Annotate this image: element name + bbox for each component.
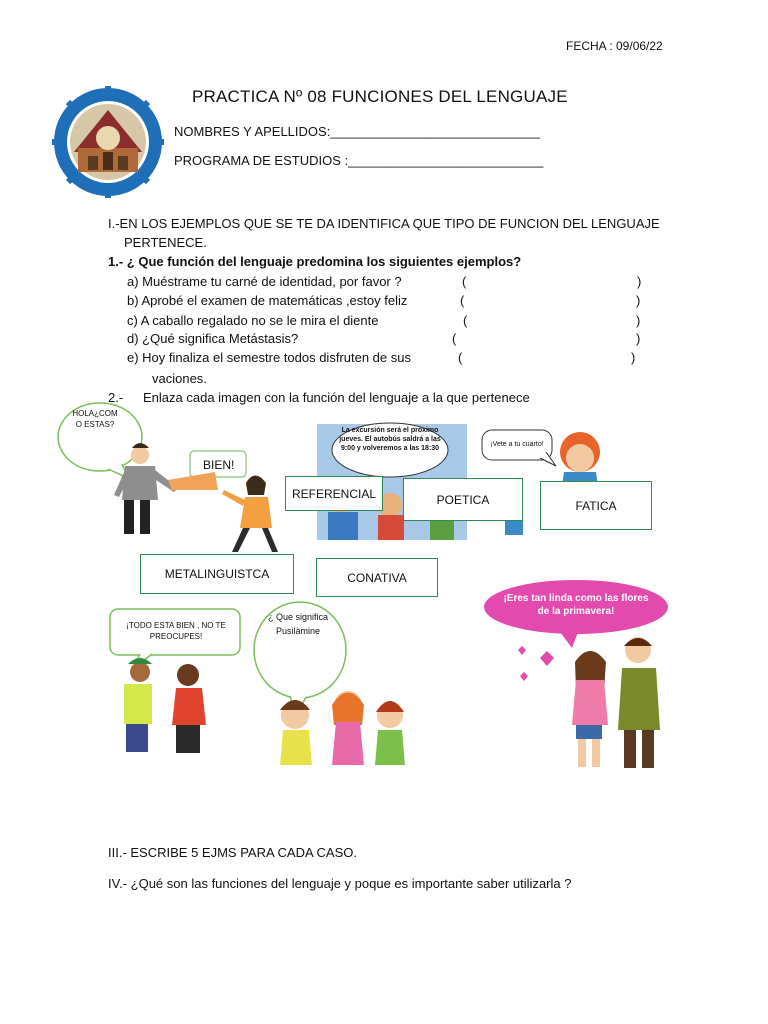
item-a: a) Muéstrame tu carné de identidad, por favor ? <box>127 274 402 289</box>
bus-sign-text: La excursión será el próximo jueves. El autobús saldrá a las 9:00 y volveremos a las 18:30 <box>339 427 441 452</box>
item-c: c) A caballo regalado no se le mira el diente <box>127 313 379 328</box>
item-e-open: ( <box>458 350 463 365</box>
item-c-open: ( <box>463 313 468 328</box>
item-e: e) Hoy finaliza el semestre todos disfruten de sus <box>127 350 411 365</box>
bien-bubble-text: BIEN! <box>203 458 235 472</box>
item-d: d) ¿Qué significa Metástasis? <box>127 331 299 346</box>
two-people-talking-image <box>124 658 206 753</box>
section-4: IV.- ¿Qué son las funciones del lenguaje y poque es importante saber utilizarla ? <box>108 876 572 891</box>
date-label: FECHA : 09/06/22 <box>566 39 663 53</box>
label-conativa: CONATIVA <box>316 558 438 597</box>
label-metalinguistca: METALINGUISTCA <box>140 554 294 594</box>
section-3: III.- ESCRIBE 5 EJMS PARA CADA CASO. <box>108 845 357 860</box>
label-referencial: REFERENCIAL <box>285 476 383 511</box>
que-significa-bubble-text: ¿ Que significa Pusilàmine <box>267 612 329 636</box>
item-d-open: ( <box>452 331 457 346</box>
woman-figure-icon <box>222 476 278 553</box>
label-fatica: FATICA <box>540 481 652 530</box>
section1-heading-cont: PERTENECE. <box>124 235 207 250</box>
item-d-close: ) <box>636 331 641 346</box>
todo-bien-bubble-text: ¡TODO ESTA BIEN , NO TE PREOCUPES! <box>126 621 226 641</box>
page-title: PRACTICA Nº 08 FUNCIONES DEL LENGUAJE <box>192 87 568 106</box>
item-e-close: ) <box>631 350 636 365</box>
question-2-num: 2.- <box>108 390 124 405</box>
label-poetica: POETICA <box>403 478 523 521</box>
question-2: Enlaza cada imagen con la función del lenguaje a la que pertenece <box>143 390 530 405</box>
question-1: 1.- ¿ Que función del lenguaje predomina los siguientes ejemplos? <box>108 254 522 269</box>
item-a-close: ) <box>637 274 642 289</box>
vete-bubble-text: ¡Vete a tu cuarto! <box>490 441 544 448</box>
item-c-close: ) <box>636 313 641 328</box>
hola-bubble-text: HOLA¿COM O ESTAS? <box>72 409 118 429</box>
item-b: b) Aprobé el examen de matemáticas ,estoy feliz <box>127 293 408 308</box>
item-b-close: ) <box>636 293 641 308</box>
flores-bubble-text: ¡Eres tan linda como las flores de la primavera! <box>503 593 649 617</box>
three-girls-image <box>280 691 405 765</box>
item-a-open: ( <box>462 274 467 289</box>
names-field: NOMBRES Y APELLIDOS:_____________________________ <box>174 124 540 139</box>
item-e-cont: vaciones. <box>152 371 207 386</box>
section1-heading: I.-EN LOS EJEMPLOS QUE SE TE DA IDENTIFICA QUE TIPO DE FUNCION DEL LENGUAJE <box>108 216 660 231</box>
item-b-open: ( <box>460 293 465 308</box>
program-field: PROGRAMA DE ESTUDIOS :___________________________ <box>174 153 544 168</box>
